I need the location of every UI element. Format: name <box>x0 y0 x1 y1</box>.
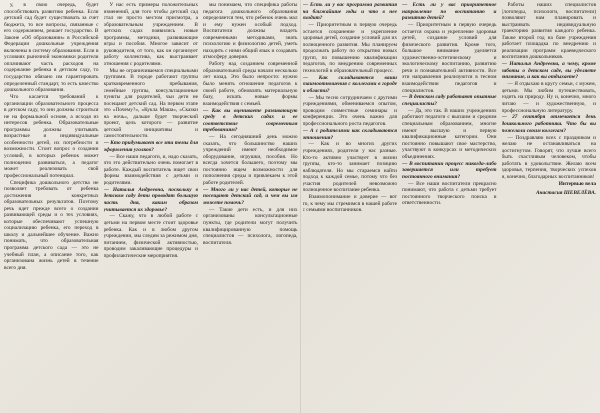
article-column-2 <box>104 2 199 410</box>
article-paragraph: — Я отдыхаю в кругу семьи, с мужем, детьми. Мы любим путешествовать, ездить на природу. Ну и, конечно, много читаю — и художественную, и профессиональную литературу. <box>501 81 596 114</box>
article-paragraph: — Скажу, что в любой работе с детьми на первом месте стоит здоровье ребенка. Как и в любом другом учреждении, мы следим за режимом дня, питанием, физической активностью, проводим закаливающие процедуры и профилактические мероприятия. <box>103 213 198 259</box>
article-column-5 <box>402 2 497 410</box>
article-column-1 <box>4 2 99 410</box>
interview-question: — В воспитании процесс никогда-либо завершается или требует постоянного внимания? <box>402 160 497 180</box>
article-paragraph: — Поздравляю всех с праздником и желаю не останавливаться на достигнутом. Говорят, что лучше всего быть счастливым человеком, чтобы работать в удовольствие. Желаю всем здоровья, терпения, творческих успехов и, конечно, благодарных воспитанников! <box>501 134 596 180</box>
author-signature: Интервью вела <box>558 180 596 187</box>
article-paragraph: — Как и во многих других учреждениях, родители у нас разные. Кто-то активно участвует в жизни группы, кто-то занимает позицию наблюдателя. Но мы стараемся найти подход к каждой семье, потому что без участия родителей невозможно полноценное воспитание ребенка. <box>302 141 397 194</box>
interview-question: — Есть ли у вас программа развития на ближайшие годы и что в нее входит? <box>302 2 397 22</box>
article-paragraph: — На сегодняшний день можно сказать, что большинство наших учреждений имеют необходимое оборудование, игрушки, пособия. Но всегда хочется большего, поэтому мы постоянно ищем возможности для пополнения среды и привлекаем к этой работе родителей. <box>203 134 298 186</box>
article-paragraph: — Такие дети есть, и для них организованы консультационные пункты, где родители могут получить квалифицированную помощь специалистов — психолога, логопеда, воспитателя. <box>203 206 298 246</box>
interview-question: — Много ли у нас детей, которые не посещают детский сад, и чем вы им можете помочь? <box>203 186 298 206</box>
article-paragraph: Что касается требований к организации образовательного процесса в детском саду, то они должны строиться не на формальной основе, а исходя из интересов ребенка. Образовательные программы должны учитывать возрастные и индивидуальные особенности детей, их потребности и возможности. Стоит вопрос о создании условий, в которых ребенок может полноценно развиваться, а педагог может реализовать свой профессиональный потенциал. <box>4 94 99 179</box>
article-paragraph: Работы наших специалистов (логопеды, психологи, воспитатели) позволяют нам планировать и выстраивать индивидуальную траекторию развития каждого ребенка. Также второй год на базе учреждения работает площадка по внедрению и реализации программ краеведческого воспитания дошкольников. <box>501 2 596 61</box>
article-paragraph: — Да, это так. В наших учреждениях работают педагоги с высшим и средним специальным образованием, многие имеют высшую и первую квалификационные категории. Они постоянно повышают свое мастерство, участвуют в конкурсах и методических объединениях. <box>402 107 497 160</box>
interview-question: — В детском саду работают опытные специалисты? <box>402 94 497 107</box>
interview-question: — Наталья Андреевна, поскольку в детском саду дети проводят большую часть дня, каким образом учитывается их здоровье? <box>103 186 198 213</box>
interview-question: — 27 сентября отмечается день дошкольного работника. Что бы вы пожелали своим коллегам? <box>501 114 596 134</box>
interview-question: — Есть ли у вас приоритетное направление по воспитанию и развитию детей? <box>402 2 497 22</box>
article-paragraph: — Приоритетным в первую очередь остается сохранение и укрепление здоровья детей, создание условий для их полноценного развития. Мы планируем продолжать работу по открытию новых групп, по повышению квалификации педагогов, по внедрению современных технологий в образовательный процесс. <box>302 22 397 74</box>
article-paragraph: Работу над созданием современной образовательной среды начали несколько лет назад. Это было непросто: нужно было менять отношение педагогов к своей работе, обновлять материальную базу, искать новые формы взаимодействия с семьей. <box>203 61 298 107</box>
interview-question: — А с родителями как складываются отношения? <box>302 127 397 141</box>
interview-question: — Наталья Андреевна, а чему, кроме заботы о детском саде, вы уделяете внимание, и как вы отдыхаете? <box>501 61 596 81</box>
interview-question: — Как складываются ваши взаимоотношения с коллегами в городе и области? <box>302 74 397 94</box>
article-column-3 <box>203 2 298 410</box>
page-fold-line <box>300 0 301 413</box>
article-column-6 <box>502 2 597 410</box>
article-column-4 <box>303 2 398 410</box>
author-signature: Анастасия ШЕВЕЛЁВА. <box>535 190 596 197</box>
article-paragraph: — Приоритетным в первую очередь остается охрана и укрепление здоровья детей, создание условий для физического развития. Кроме того, большое внимание уделяется художественно-эстетическому и экологическому воспитанию, развитию речи и познавательной активности. Все эти направления реализуются в тесном взаимодействии педагогов и специалистов. <box>402 22 497 94</box>
article-paragraph: Специфика дошкольного детства не позволяет требовать от ребенка достижения конкретных образовательных результатов. Поэтому речь идет прежде всего о создании развивающей среды и о тех условиях, которые обеспечивают успешную социализацию ребенка, его переход в школу и дальнейшее обучение. Важно понимать, что образовательная программа детского сада — это не учебный план, а описание того, как организована жизнь детей в течение всего дня. <box>4 179 99 271</box>
article-paragraph: У нас есть примеры положительных изменений, для того чтобы детский сад стал не просто местом присмотра, а образовательным учреждением. В детских садах появились новые программы, методики, развивающие игры и пособия. Многое зависит от руководителя, от того, как он организует работу коллектива, как выстраивает отношения с родителями. <box>103 2 198 67</box>
article-paragraph: мы понимаем, что специфика работы педагога дошкольного образования определяется тем, что ребенок очень мал и ему нужен особый подход. Воспитатели должны владеть современными методиками, знать психологию и физиологию детей, уметь находить с ними общий язык и создавать атмосферу доверия. <box>203 2 298 61</box>
interview-question: — Как вы оцениваете развивающую среду в детских садах и ее соответствие современным требованиям? <box>203 107 298 134</box>
article-paragraph: у, в свою очередь, будет способствовать развитию ребенка. Если детский сад будет существовать за счет бюджета, то все вопросы, связанные с его содержанием, решает государство. В Законе «Об образовании» в Российской Федерации дошкольные учреждения включены в систему образования. Если в условиях рыночной экономики родители оплачивают часть расходов на содержание ребенка в детском саду, то государство обязано им гарантировать определенный стандарт, то есть качество дошкольного образования. <box>4 2 99 94</box>
interview-question: — Кто придумывает все эти темы для оформления уголков? <box>103 140 198 153</box>
article-paragraph: Мы не ограничиваемся специальными группами. В городе работают группы кратковременного пребывания, семейные группы, консультационные пункты для родителей, чьи дети не посещают детский сад. На первом этапе это «Почему?», «Кукла Маша», «Сказки на ночь», дальше будет творческий проект, цель которого — развитие детской инициативы и самостоятельности. <box>103 67 198 140</box>
article-paragraph: — Все наши педагоги, и, надо сказать, что это действительно очень помогает в работе. Каждый воспитатель ищет свои формы взаимодействия с детьми и родителями. <box>103 153 198 186</box>
article-paragraph: Взаимопонимание и доверие — вот то, к чему мы стремимся в нашей работе с семьями воспитанников. <box>302 194 397 214</box>
article-paragraph: — Все наши воспитатели прекрасно понимают, что работа с детьми требует постоянного творческого поиска и ответственности. <box>402 180 497 207</box>
article-paragraph: — Мы тесно сотрудничаем с другими учреждениями, обмениваемся опытом, проводим совместные семинары и конференции. Это очень важно для профессионального роста педагогов. <box>302 94 397 128</box>
